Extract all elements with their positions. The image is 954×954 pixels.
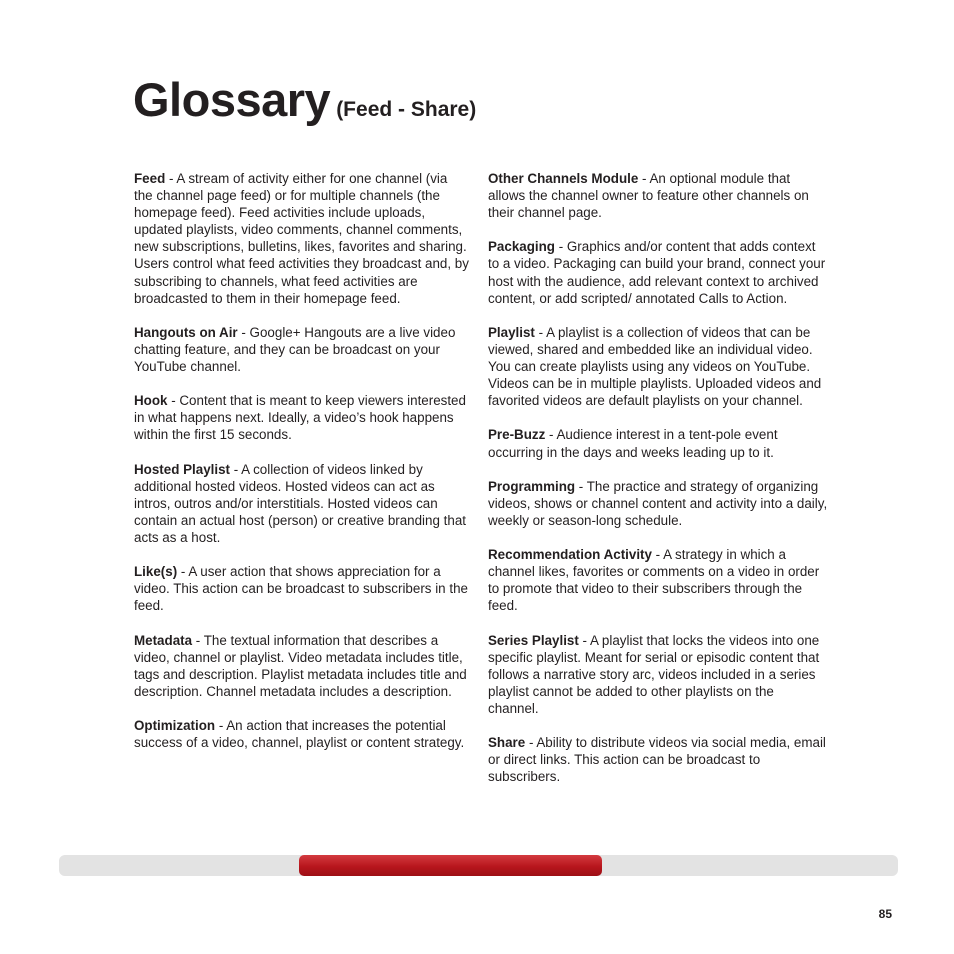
glossary-entry <box>488 546 828 614</box>
glossary-entry <box>134 461 469 546</box>
glossary-entry <box>488 478 828 529</box>
glossary-definition: - A user action that shows appreciation for a video. This action can be broadcast to subscribers in the feed. <box>134 564 468 614</box>
glossary-term: Metadata <box>134 632 193 648</box>
glossary-entry <box>134 170 469 307</box>
glossary-definition: - Graphics and/or content that adds context to a video. Packaging can build your brand, connect your host with the audience, add relevant context to archived content, or add scripted/ annotated Calls to Action. <box>488 239 826 306</box>
glossary-definition: - Google+ Hangouts are a live video chatting feature, and they can be broadcast on your YouTube channel. <box>134 324 456 375</box>
glossary-term: Like(s) <box>134 564 178 580</box>
progress-indicator <box>299 855 602 876</box>
glossary-entry <box>488 324 828 409</box>
page-number: 85 <box>878 907 892 921</box>
glossary-entry <box>134 632 469 700</box>
glossary-entry <box>488 238 828 306</box>
glossary-term: Packaging <box>488 239 555 255</box>
glossary-term: Share <box>488 735 526 751</box>
glossary-definition: - The textual information that describes a video, channel or playlist. Video metadata includes title, tags and description. Playlist metadata includes title and description. Channel metadata includes a description. <box>134 632 467 699</box>
glossary-definition: - A strategy in which a channel likes, favorites or comments on a video in order to promote that video to their subscribers through the feed. <box>488 547 820 614</box>
glossary-term: Other Channels Module <box>488 171 639 186</box>
glossary-entry <box>134 324 469 375</box>
glossary-term: Hosted Playlist <box>134 461 230 477</box>
glossary-definition: - An optional module that allows the channel owner to feature other channels on their channel page. <box>488 171 809 221</box>
glossary-entry <box>488 426 828 460</box>
glossary-column-right <box>488 170 828 802</box>
title-main: Glossary <box>133 73 331 126</box>
glossary-entry <box>134 717 469 751</box>
glossary-entry <box>488 734 828 785</box>
glossary-term: Hangouts on Air <box>134 324 238 340</box>
glossary-term: Optimization <box>134 718 216 733</box>
title-subtitle: (Feed - Share) <box>336 98 477 121</box>
glossary-term: Playlist <box>488 324 535 340</box>
glossary-definition: - Ability to distribute videos via social media, email or direct links. This action can be broadcast to subscribers. <box>488 735 826 785</box>
glossary-definition: - Audience interest in a tent-pole event occurring in the days and weeks leading up to it. <box>488 427 778 460</box>
glossary-definition: - Content that is meant to keep viewers interested in what happens next. Ideally, a video’s hook happens within the first 15 seconds. <box>134 393 466 443</box>
glossary-entry <box>134 563 469 614</box>
glossary-entry <box>488 632 828 717</box>
glossary-term: Feed <box>134 171 166 186</box>
glossary-definition: - A playlist is a collection of videos that can be viewed, shared and embedded like an individual video. You can create playlists using any videos on YouTube. Videos can be in multiple playlists. Uploaded videos and favorited videos are default playlists on your channel. <box>488 324 822 409</box>
glossary-definition: - A playlist that locks the videos into one specific playlist. Meant for serial or episodic content that follows a narrative story arc, videos included in a series playlist cannot be added to other playlists on the channel. <box>488 632 820 716</box>
glossary-term: Recommendation Activity <box>488 547 652 563</box>
glossary-definition: - A stream of activity either for one channel (via the channel page feed) or for multiple channels (the homepage feed). Feed activities include uploads, updated playlists, video comments, channel comments, new subscriptions, bulletins, likes, favorites and sharing. Users control what feed activities they broadcast and, by subscribing to channels, what feed activities are broadcasted to them in their homepage feed. <box>134 171 469 306</box>
glossary-column-left <box>134 170 469 768</box>
glossary-entry <box>134 392 469 443</box>
glossary-definition: - An action that increases the potential success of a video, channel, playlist or content strategy. <box>134 718 465 751</box>
page-title <box>133 72 476 127</box>
glossary-term: Programming <box>488 478 576 494</box>
glossary-term: Pre-Buzz <box>488 427 546 443</box>
glossary-definition: - A collection of videos linked by additional hosted videos. Hosted videos can act as intros, outros and/or interstitials. Hosted videos can contain an actual host (person) or creative branding that acts as a host. <box>134 461 466 545</box>
glossary-term: Hook <box>134 393 168 409</box>
glossary-term: Series Playlist <box>488 632 579 648</box>
glossary-entry <box>488 170 828 221</box>
glossary-definition: - The practice and strategy of organizing videos, shows or channel content and activity into a daily, weekly or season-long schedule. <box>488 478 828 528</box>
